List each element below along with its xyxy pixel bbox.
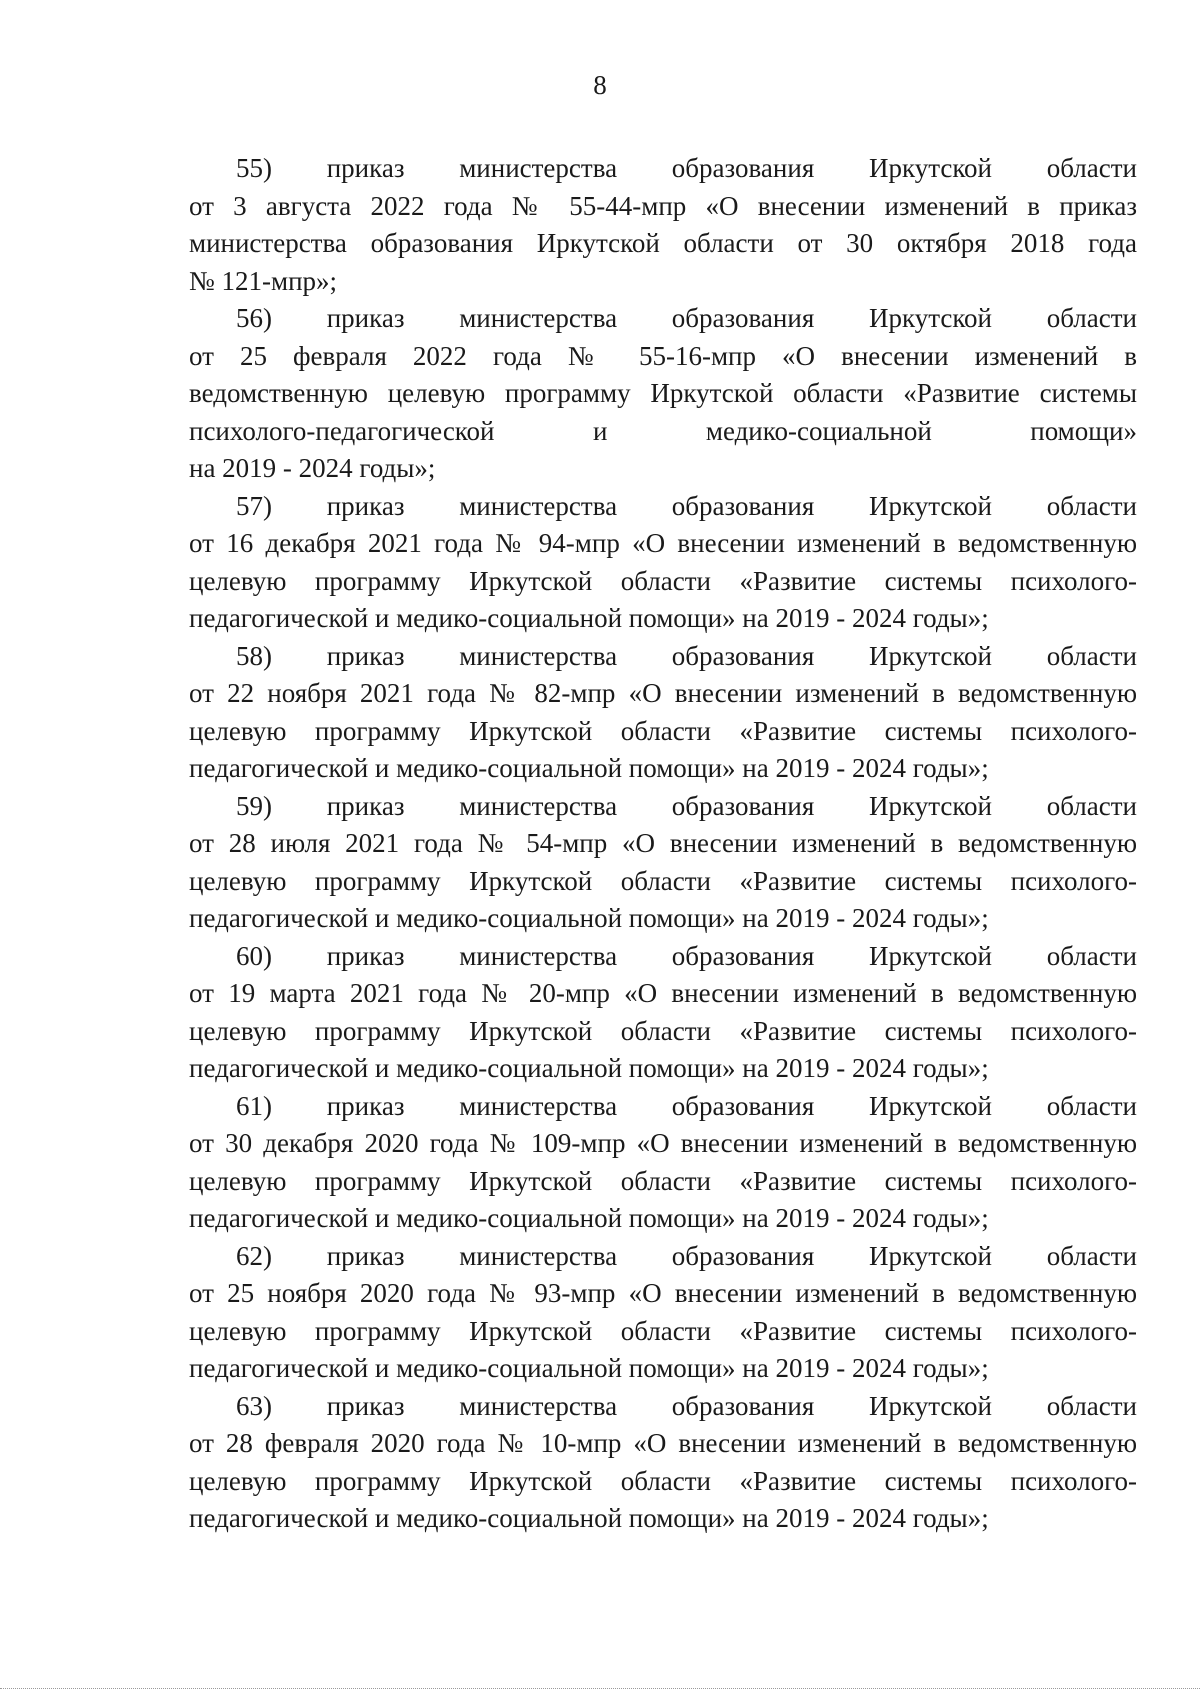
- item-line: целевую программу Иркутской области «Развитие системы психолого-: [189, 1465, 1137, 1496]
- list-item: [189, 938, 1137, 1088]
- item-line: от 22 ноября 2021 года № 82-мпр «О внесении изменений в ведомственную: [189, 678, 1137, 708]
- item-line: ведомственную целевую программу Иркутской области «Развитие системы: [189, 378, 1137, 408]
- list-item: [189, 150, 1137, 300]
- item-line: министерства образования Иркутской области от 30 октября 2018 года: [189, 228, 1137, 258]
- item-line: от 25 февраля 2022 года № 55-16-мпр «О внесении изменений в: [189, 340, 1137, 371]
- list-item: [189, 1238, 1137, 1388]
- list-item: [189, 788, 1137, 938]
- item-line: педагогической и медико-социальной помощи» на 2019 - 2024 годы»;: [189, 1053, 989, 1083]
- item-line: целевую программу Иркутской области «Развитие системы психолого-: [189, 715, 1137, 746]
- item-line: 58) приказ министерства образования Иркутской области: [236, 640, 1137, 671]
- item-line: психолого-педагогической и медико-социальной помощи»: [189, 415, 1137, 446]
- item-line: на 2019 - 2024 годы»;: [189, 453, 436, 483]
- item-line: 57) приказ министерства образования Иркутской области: [236, 490, 1137, 521]
- item-line: от 28 февраля 2020 года № 10-мпр «О внесении изменений в ведомственную: [189, 1428, 1137, 1458]
- list-item: [189, 488, 1137, 638]
- item-line: от 16 декабря 2021 года № 94-мпр «О внесении изменений в ведомственную: [189, 528, 1137, 558]
- item-line: целевую программу Иркутской области «Развитие системы психолого-: [189, 1165, 1137, 1196]
- list-item: [189, 1388, 1137, 1538]
- item-line: педагогической и медико-социальной помощи» на 2019 - 2024 годы»;: [189, 603, 989, 633]
- item-line: 59) приказ министерства образования Иркутской области: [236, 790, 1137, 821]
- item-line: 63) приказ министерства образования Иркутской области: [236, 1390, 1137, 1421]
- item-line: педагогической и медико-социальной помощи» на 2019 - 2024 годы»;: [189, 753, 989, 783]
- item-line: № 121-мпр»;: [189, 265, 338, 296]
- page-number: 8: [593, 70, 607, 100]
- item-line: 56) приказ министерства образования Иркутской области: [236, 303, 1137, 333]
- item-line: 62) приказ министерства образования Иркутской области: [236, 1240, 1137, 1271]
- document-body: [189, 150, 1137, 1538]
- item-line: 60) приказ министерства образования Иркутской области: [236, 940, 1137, 971]
- list-item: [189, 638, 1137, 788]
- item-line: от 28 июля 2021 года № 54-мпр «О внесении изменений в ведомственную: [189, 828, 1137, 858]
- item-line: 55) приказ министерства образования Иркутской области: [236, 153, 1137, 183]
- item-line: педагогической и медико-социальной помощи» на 2019 - 2024 годы»;: [189, 1503, 989, 1533]
- item-line: педагогической и медико-социальной помощи» на 2019 - 2024 годы»;: [189, 1203, 989, 1233]
- item-line: педагогической и медико-социальной помощи» на 2019 - 2024 годы»;: [189, 903, 989, 933]
- item-line: целевую программу Иркутской области «Развитие системы психолого-: [189, 865, 1137, 896]
- item-line: целевую программу Иркутской области «Развитие системы психолого-: [189, 1015, 1137, 1046]
- scan-edge-divider: [0, 1688, 1200, 1689]
- list-item: [189, 1088, 1137, 1238]
- item-line: 61) приказ министерства образования Иркутской области: [236, 1090, 1137, 1121]
- item-line: от 3 августа 2022 года № 55-44-мпр «О внесении изменений в приказ: [189, 190, 1137, 221]
- item-line: целевую программу Иркутской области «Развитие системы психолого-: [189, 1315, 1137, 1346]
- item-line: от 30 декабря 2020 года № 109-мпр «О внесении изменений в ведомственную: [189, 1128, 1137, 1158]
- item-line: целевую программу Иркутской области «Развитие системы психолого-: [189, 565, 1137, 596]
- item-line: от 19 марта 2021 года № 20-мпр «О внесении изменений в ведомственную: [189, 978, 1137, 1008]
- item-line: от 25 ноября 2020 года № 93-мпр «О внесении изменений в ведомственную: [189, 1278, 1137, 1308]
- item-line: педагогической и медико-социальной помощи» на 2019 - 2024 годы»;: [189, 1353, 989, 1383]
- list-item: [189, 300, 1137, 488]
